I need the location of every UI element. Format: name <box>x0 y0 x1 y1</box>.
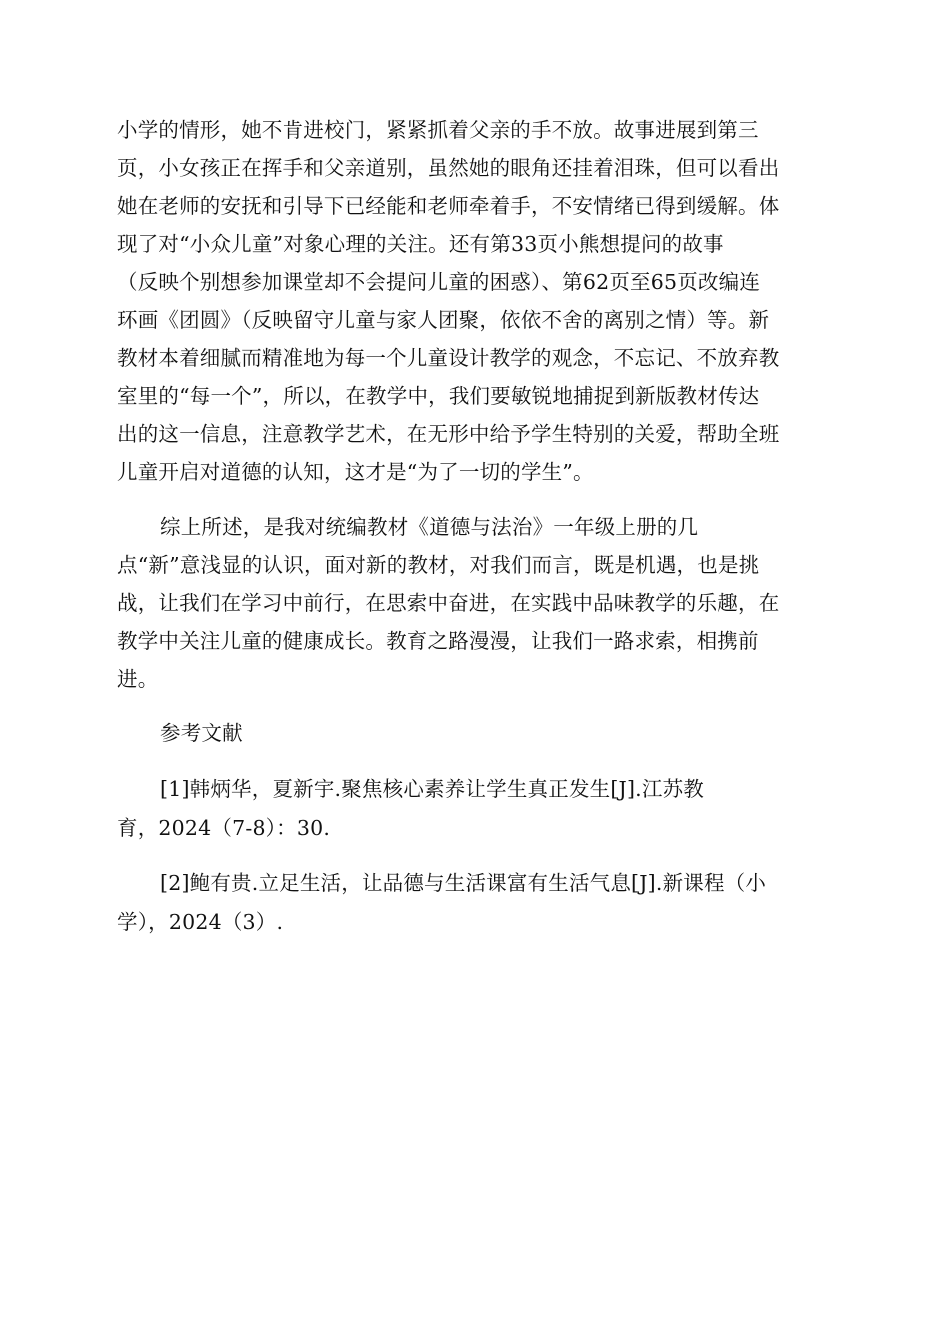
paragraph-line: 教学中关注儿童的健康成长。教育之路漫漫，让我们一路求索，相携前 <box>117 629 759 653</box>
paragraph-line: 她在老师的安抚和引导下已经能和老师牵着手，不安情绪已得到缓解。体 <box>117 194 780 218</box>
paragraph-line: 室里的“每一个”，所以，在教学中，我们要敏锐地捕捉到新版教材传达 <box>117 384 760 408</box>
references-heading: 参考文献 <box>160 721 243 745</box>
paragraph-line: 小学的情形，她不肯进校门，紧紧抓着父亲的手不放。故事进展到第三 <box>117 118 759 142</box>
paragraph-line: 进。 <box>117 667 159 691</box>
reference-line: [1]韩炳华，夏新宇.聚焦核心素养让学生真正发生[J].江苏教 <box>160 777 704 801</box>
paragraph-line: （反映个别想参加课堂却不会提问儿童的困惑）、第62页至65页改编连 <box>117 270 761 294</box>
reference-line: 学），2024（3）. <box>117 910 284 934</box>
paragraph-line: 儿童开启对道德的认知，这才是“为了一切的学生”。 <box>117 460 594 484</box>
paragraph-line: 点“新”意浅显的认识，面对新的教材，对我们而言，既是机遇，也是挑 <box>117 553 760 577</box>
paragraph-line: 页，小女孩正在挥手和父亲道别，虽然她的眼角还挂着泪珠，但可以看出 <box>117 156 780 180</box>
reference-line: 育，2024（7-8）：30. <box>117 816 331 840</box>
paragraph-line: 综上所述，是我对统编教材《道德与法治》一年级上册的几 <box>160 515 699 539</box>
paragraph-line: 现了对“小众儿童”对象心理的关注。还有第33页小熊想提问的故事 <box>117 232 724 256</box>
paragraph-line: 出的这一信息，注意教学艺术，在无形中给予学生特别的关爱，帮助全班 <box>117 422 780 446</box>
paragraph-line: 教材本着细腻而精准地为每一个儿童设计教学的观念，不忘记、不放弃教 <box>117 346 780 370</box>
reference-line: [2]鲍有贵.立足生活，让品德与生活课富有生活气息[J].新课程（小 <box>160 871 767 895</box>
paragraph-line: 战，让我们在学习中前行，在思索中奋进，在实践中品味教学的乐趣，在 <box>117 591 780 615</box>
paragraph-line: 环画《团圆》（反映留守儿童与家人团聚，依依不舍的离别之情）等。新 <box>117 308 770 332</box>
